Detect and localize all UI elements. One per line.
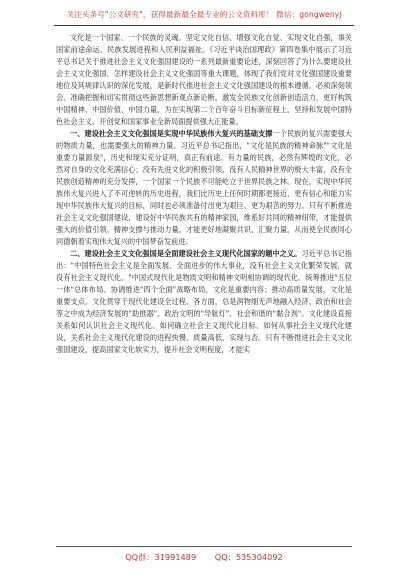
document-body	[56, 32, 352, 356]
section-2-paragraph	[56, 248, 352, 356]
footer-qq-number: QQ：535304092	[214, 552, 283, 562]
intro-paragraph	[56, 32, 352, 128]
section-2-text: 习近平总书记指出："中国特色社会主义是全面发展、全面进步的伟大事业，没有社会主义文化繁荣发展，就没有社会主义现代化。"中国式现代化是物质文明和精神文明相协调的现代化。统筹推进"五位一体"总体布局、协调推进"四个全面"战略布局，文化是重要内容；推动高质量发展，文化是重要支点。文化贯穿于现代化建设全过程、各方面，总是润物细无声地融入经济、政治和社会等之中成为经济发展的"助推器"、政治文明的"导航灯"、社会和谐的"黏合剂"。文化建设直接关系如何认识社会主义现代化、如何确立社会主义现代化目标、如何从事社会主义现代化建设，关系社会主义现代化建设的进程快慢、质量高低、实现与否。只有不断推进社会主义文化强国建设，提高国家文化软实力，提升社会文明程度，才能实	[56, 249, 352, 354]
section-2-heading: 二、建设社会主义文化强国是全面建设社会主义现代化国家的题中之义。	[70, 249, 302, 258]
section-1-heading: 一、建设社会主义文化强国是实现中华民族伟大复兴的基础支撑	[70, 129, 273, 138]
section-1-paragraph	[56, 128, 352, 248]
header-promo-note: 关注头条号"公文研究"，获得最新最全最专业的公文资料库！ 微信：gongwenyj	[66, 10, 342, 19]
section-1-text: 一个民族的复兴需要强大的物质力量，也需要强大的精神力量。习近平总书记指出，"文化是民族的精神命脉""文化是重要力量源泉"，历史和现实充分证明，真正有前途、有力量的民族，必然有辉煌的文化，必然对自身的文化充满信心；没有先进文化的积极引领，没有人民精神世界的极大丰富，没有全民族创造精神的充分发挥，一个国家一个民族不可能屹立于世界民族之林。现在，实现中华民族伟大复兴进入了不可逆转的历史进程，我们比历史上任何时期都更接近、更有信心和能力实现中华民族伟大复兴的目标，同时也必须准备付出更为艰巨、更为艰苦的努力。只有不断推进社会主义文化强国建设，建设好中华民族共有的精神家园，维系好共同的精神纽带，才能提供强大的价值引领、精神支撑与推动力量，才能更好地凝聚共识、汇聚力量，从而使全民族同心同德朝着实现伟大复兴的中国梦奋发前进。	[56, 129, 352, 246]
footer-divider	[56, 546, 352, 547]
footer-contact	[0, 552, 408, 563]
footer-qq-group: QQ群：31991489	[125, 552, 197, 562]
intro-paragraph-text: 文化是一个国家、一个民族的灵魂。坚定文化自信、增强文化自觉、实现文化自强，事关国家前途命运、民族发展进程和人民利益福祉。《习近平谈治国理政》第四卷集中展示了习近平总书记关于推进社会主义文化强国建设的一系列最新重要论述，深刻回答了为什么要建设社会主义文化强国、怎样建设社会主义文化强国等重大课题，体现了我们党对文化强国建设重要地位及其规律认识的深化发展，是新时代推进社会主义文化强国建设的根本遵循。必须深刻领会、准确把握和切实贯彻这些新思想新观点新论断，激发全民族文化创新创造活力，更好构筑中国精神、中国价值、中国力量，为在实现第二个百年奋斗目标新征程上，坚持和发展中国特色社会主义、开创党和国家事业全新局面提供强大正能量。	[56, 33, 352, 126]
header-divider	[54, 25, 354, 26]
